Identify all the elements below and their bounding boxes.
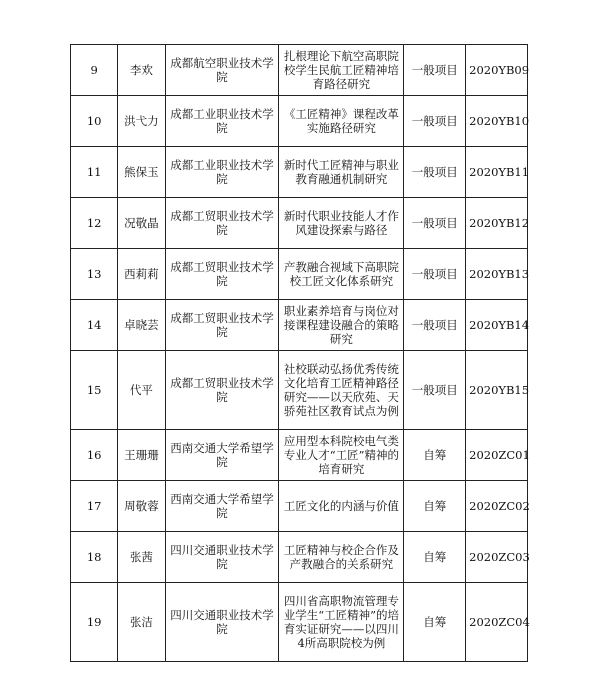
project-code: 2020ZC02 [466,481,528,532]
row-number: 11 [71,147,118,198]
project-topic: 新时代工匠精神与职业教育融通机制研究 [279,147,404,198]
row-number: 18 [71,532,118,583]
table-row [71,532,528,583]
project-code: 2020YB12 [466,198,528,249]
person-name: 代平 [118,351,165,430]
row-number: 17 [71,481,118,532]
school-name: 成都航空职业技术学院 [165,45,279,96]
school-name: 成都工业职业技术学院 [165,96,279,147]
school-name: 四川交通职业技术学院 [165,583,279,662]
person-name: 洪弋力 [118,96,165,147]
row-number: 13 [71,249,118,300]
person-name: 熊保玉 [118,147,165,198]
table-row [71,430,528,481]
person-name: 卓晓芸 [118,300,165,351]
row-number: 10 [71,96,118,147]
school-name: 四川交通职业技术学院 [165,532,279,583]
table-row [71,481,528,532]
table-row [71,198,528,249]
project-type: 一般项目 [404,45,466,96]
project-topic: 应用型本科院校电气类专业人才“工匠”精神的培育研究 [279,430,404,481]
row-number: 9 [71,45,118,96]
project-topic: 社校联动弘扬优秀传统文化培育工匠精神路径研究——以天欣苑、天骄苑社区教育试点为例 [279,351,404,430]
project-type: 自筹 [404,583,466,662]
table-row [71,249,528,300]
row-number: 15 [71,351,118,430]
person-name: 西莉莉 [118,249,165,300]
project-topic: 工匠精神与校企合作及产教融合的关系研究 [279,532,404,583]
project-topic: 产教融合视域下高职院校工匠文化体系研究 [279,249,404,300]
project-topic: 扎根理论下航空高职院校学生民航工匠精神培育路径研究 [279,45,404,96]
person-name: 李欢 [118,45,165,96]
row-number: 14 [71,300,118,351]
school-name: 西南交通大学希望学院 [165,481,279,532]
project-type: 一般项目 [404,147,466,198]
project-type: 一般项目 [404,351,466,430]
row-number: 16 [71,430,118,481]
row-number: 19 [71,583,118,662]
project-type: 自筹 [404,430,466,481]
person-name: 张洁 [118,583,165,662]
project-topic: 新时代职业技能人才作风建设探索与路径 [279,198,404,249]
project-topic: 四川省高职物流管理专业学生“工匠精神”的培育实证研究——以四川4所高职院校为例 [279,583,404,662]
project-type: 一般项目 [404,249,466,300]
project-type: 一般项目 [404,198,466,249]
table-row [71,45,528,96]
table-row [71,351,528,430]
project-type: 自筹 [404,481,466,532]
row-number: 12 [71,198,118,249]
table-row [71,147,528,198]
project-code: 2020ZC03 [466,532,528,583]
school-name: 成都工贸职业技术学院 [165,198,279,249]
project-code: 2020YB11 [466,147,528,198]
project-code: 2020ZC04 [466,583,528,662]
project-code: 2020YB09 [466,45,528,96]
school-name: 成都工贸职业技术学院 [165,249,279,300]
school-name: 成都工业职业技术学院 [165,147,279,198]
project-table [70,44,528,662]
project-topic: 《工匠精神》课程改革实施路径研究 [279,96,404,147]
project-type: 自筹 [404,532,466,583]
project-topic: 工匠文化的内涵与价值 [279,481,404,532]
project-type: 一般项目 [404,300,466,351]
school-name: 成都工贸职业技术学院 [165,351,279,430]
project-code: 2020YB10 [466,96,528,147]
project-type: 一般项目 [404,96,466,147]
table-row [71,96,528,147]
project-code: 2020YB14 [466,300,528,351]
project-topic: 职业素养培育与岗位对接课程建设融合的策略研究 [279,300,404,351]
project-code: 2020YB15 [466,351,528,430]
school-name: 成都工贸职业技术学院 [165,300,279,351]
table-row [71,300,528,351]
school-name: 西南交通大学希望学院 [165,430,279,481]
person-name: 王珊珊 [118,430,165,481]
project-code: 2020YB13 [466,249,528,300]
table-row [71,583,528,662]
person-name: 周敬蓉 [118,481,165,532]
project-code: 2020ZC01 [466,430,528,481]
person-name: 张茜 [118,532,165,583]
person-name: 况敬晶 [118,198,165,249]
